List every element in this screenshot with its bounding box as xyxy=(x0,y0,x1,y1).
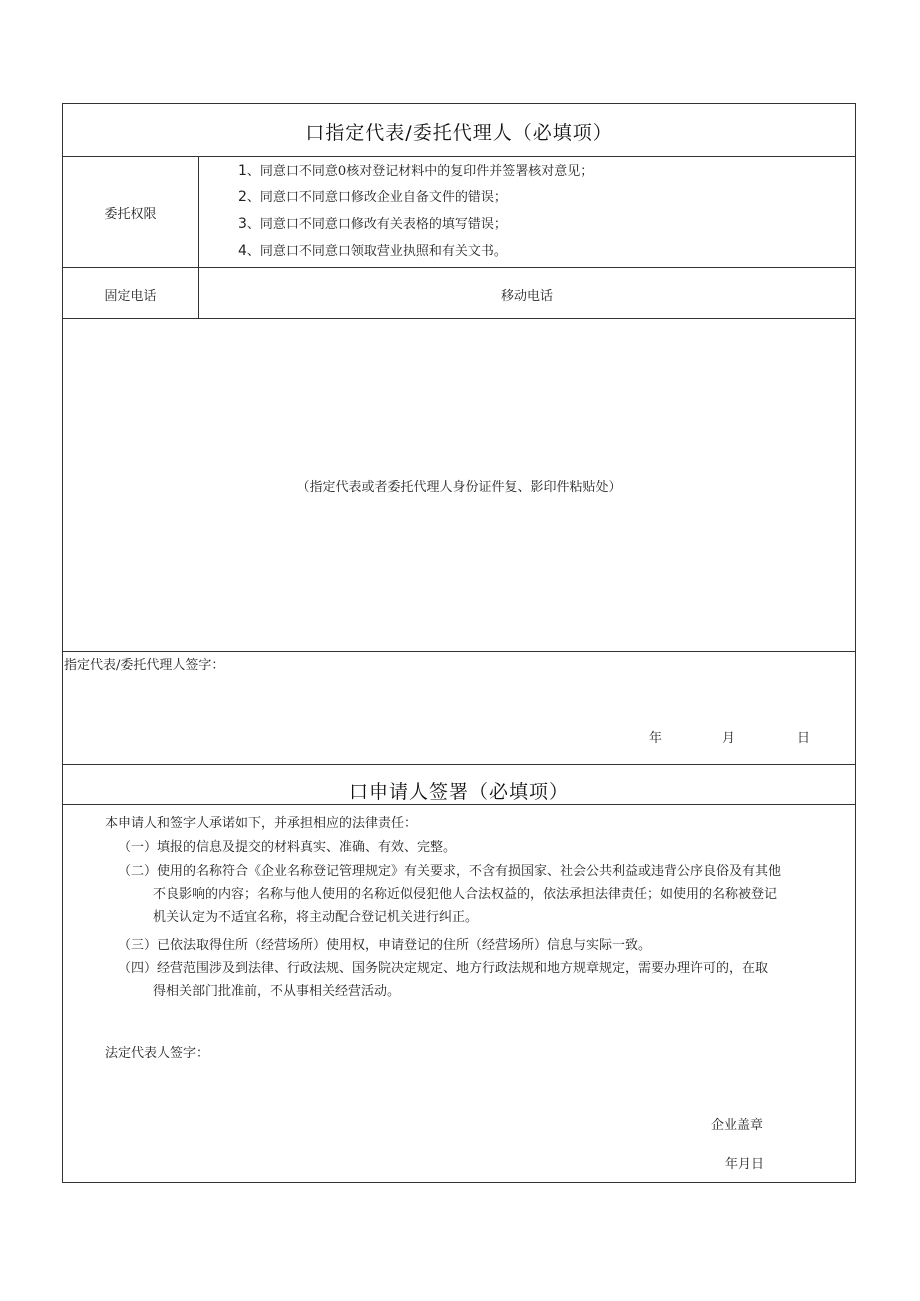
authority-label: 委托权限 xyxy=(104,207,157,222)
fixed-phone-label: 固定电话 xyxy=(104,289,157,304)
authority-item-number: 3 xyxy=(238,216,247,232)
divider xyxy=(63,804,855,805)
date-year: 年 xyxy=(649,731,663,746)
representative-signature-label: 指定代表/委托代理人签字： xyxy=(64,658,225,673)
date-day: 日 xyxy=(797,731,811,746)
authority-item-number: 4 xyxy=(238,243,247,259)
authority-item xyxy=(238,160,593,179)
pledge-line: （四）经营范围涉及到法律、行政法规、国务院决定规定、地方行政法规和地方规章规定，需要办理许可的，在取 xyxy=(118,961,769,976)
pledge-intro: 本申请人和签字人承诺如下，并承担相应的法律责任： xyxy=(105,816,418,831)
divider xyxy=(63,651,855,652)
pledge-item xyxy=(118,836,456,859)
authority-item xyxy=(238,240,507,259)
pledge-line: （二）使用的名称符合《企业名称登记管理规定》有关要求，不含有损国家、社会公共利益或违背公序良俗及有其他 xyxy=(118,864,782,879)
pledge-line: 不良影响的内容；名称与他人使用的名称近似侵犯他人合法权益的，依法承担法律责任；如使用的名称被登记 xyxy=(153,887,778,902)
id-copy-paste-area: （指定代表或者委托代理人身份证件复、影印件粘贴处） xyxy=(296,480,622,495)
divider xyxy=(63,156,855,157)
mobile-phone-label: 移动电话 xyxy=(500,289,553,304)
authority-item-text: 、同意口不同意口领取营业执照和有关文书。 xyxy=(246,244,507,259)
authority-item-number: 1 xyxy=(238,163,247,179)
authority-item-text: 、同意口不同意口修改企业自备文件的错误； xyxy=(246,190,507,205)
authority-item-number: 2 xyxy=(238,189,247,205)
divider xyxy=(63,267,855,268)
company-seal-label: 企业盖章 xyxy=(711,1118,764,1133)
pledge-item xyxy=(118,957,768,1003)
divider xyxy=(63,318,855,319)
pledge-line: 得相关部门批准前，不从事相关经营活动。 xyxy=(153,984,401,999)
pledge-line: （一）填报的信息及提交的材料真实、准确、有效、完整。 xyxy=(118,840,457,855)
section-title-applicant: 口申请人签署（必填项） xyxy=(348,781,569,803)
authority-item xyxy=(238,213,507,232)
date-month: 月 xyxy=(722,731,736,746)
applicant-date-label: 年月日 xyxy=(725,1157,765,1172)
pledge-line: 机关认定为不适宜名称，将主动配合登记机关进行纠正。 xyxy=(153,910,479,925)
section-title-representative: 口指定代表/委托代理人（必填项） xyxy=(305,122,613,144)
divider xyxy=(63,764,855,765)
pledge-item xyxy=(118,934,651,957)
authority-item xyxy=(238,186,507,205)
pledge-line: （三）已依法取得住所（经营场所）使用权，申请登记的住所（经营场所）信息与实际一致。 xyxy=(118,938,652,953)
authority-item-text: 、同意口不同意0核对登记材料中的复印件并签署核对意见； xyxy=(246,164,594,179)
registration-form xyxy=(62,103,856,1183)
legal-rep-signature-label: 法定代表人签字： xyxy=(105,1046,210,1061)
authority-item-text: 、同意口不同意口修改有关表格的填写错误； xyxy=(246,217,507,232)
pledge-item xyxy=(118,860,781,929)
